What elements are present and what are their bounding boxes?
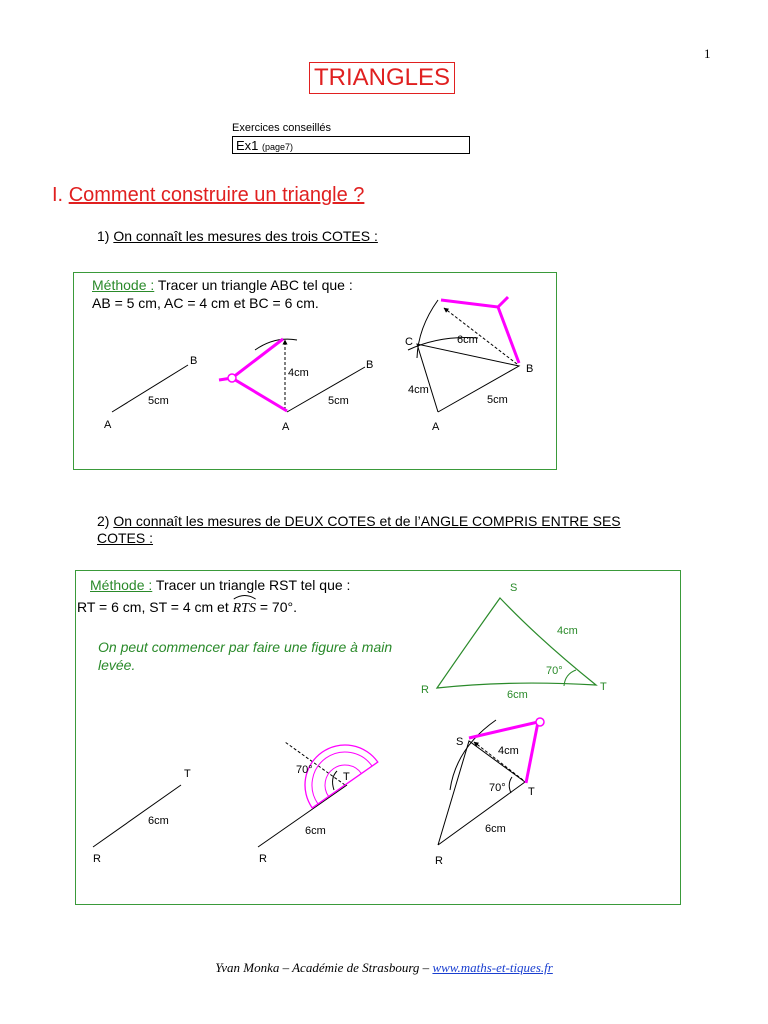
angle-name: RTS <box>232 601 256 616</box>
label-4cm-3-rst: 4cm <box>498 745 519 757</box>
label-6cm-3: 6cm <box>457 334 478 346</box>
figure-ab-segment <box>104 355 197 431</box>
label-4cm-3: 4cm <box>408 384 429 396</box>
exercise-item: Ex1 <box>236 138 259 153</box>
method-1-values: AB = 5 cm, AC = 4 cm et BC = 6 cm. <box>92 295 319 311</box>
figure-protractor <box>258 729 378 865</box>
method-1-instruction: Tracer un triangle ABC tel que : <box>157 277 353 293</box>
label-4cm-fh: 4cm <box>557 625 578 637</box>
freehand-triangle <box>437 598 596 688</box>
subsection-2-text: On connaît les mesures de DEUX COTES et de l’ANGLE COMPRIS ENTRE SES COTES : <box>97 513 621 546</box>
label-4cm-2: 4cm <box>288 367 309 379</box>
method-2-values-b: = 70°. <box>259 599 297 615</box>
freehand-hint: On peut commencer par faire une figure à main levée. <box>98 639 393 673</box>
exercise-note: (page7) <box>262 142 294 152</box>
label-a-1: A <box>104 419 112 431</box>
label-s-fh: S <box>510 582 518 594</box>
footer <box>0 960 768 976</box>
label-6cm-3-rst: 6cm <box>485 823 506 835</box>
label-b-1: B <box>190 355 198 367</box>
compass-hinge <box>228 374 236 382</box>
angle-arc-2 <box>333 771 337 790</box>
label-5cm-1: 5cm <box>148 395 169 407</box>
label-70-2: 70° <box>296 764 313 776</box>
figure-triangle-abc <box>405 297 533 433</box>
section-title: Comment construire un triangle ? <box>68 184 365 206</box>
figure-rt-segment <box>93 768 191 865</box>
label-t-2: T <box>343 771 350 783</box>
figure-compass-a <box>219 339 373 433</box>
label-t-1: T <box>184 768 191 780</box>
footer-link[interactable]: www.maths-et-tiques.fr <box>432 960 553 975</box>
subsection-2-number: 2) <box>97 513 110 529</box>
figure-freehand-rst <box>421 582 607 701</box>
label-t-3: T <box>528 786 535 798</box>
method-2-values-a: RT = 6 cm, ST = 4 cm et <box>77 599 229 615</box>
exercises-label: Exercices conseillés <box>232 122 332 134</box>
label-s-3: S <box>456 736 464 748</box>
label-5cm-3: 5cm <box>487 394 508 406</box>
footer-text: Yvan Monka – Académie de Strasbourg – <box>215 960 433 975</box>
label-r-1: R <box>93 853 101 865</box>
method-2-instruction: Tracer un triangle RST tel que : <box>155 577 351 593</box>
label-6cm-1: 6cm <box>148 815 169 827</box>
subsection-1-text: On connaît les mesures des trois COTES : <box>113 228 378 244</box>
compass-handle-2 <box>498 297 508 307</box>
label-6cm-fh: 6cm <box>507 689 528 701</box>
figure-triangle-rst <box>435 718 544 867</box>
angle-ray <box>285 742 345 785</box>
page-title: TRIANGLES <box>309 62 455 94</box>
label-r-fh: R <box>421 684 429 696</box>
compass-arms <box>232 339 287 411</box>
label-b-3: B <box>526 363 534 375</box>
compass-arms-2 <box>441 300 519 363</box>
page-number: 1 <box>704 46 711 61</box>
subsection-1-number: 1) <box>97 228 110 244</box>
segment-rt-2 <box>258 785 347 847</box>
method-1-label: Méthode : <box>92 277 155 293</box>
label-70-fh: 70° <box>546 665 563 677</box>
compass-hinge-3 <box>536 718 544 726</box>
label-70-3: 70° <box>489 782 506 794</box>
section-numeral: I. <box>52 184 64 206</box>
label-5cm-2: 5cm <box>328 395 349 407</box>
label-c-3: C <box>405 336 413 348</box>
label-b-2: B <box>366 359 374 371</box>
label-a-3: A <box>432 421 440 433</box>
label-r-3: R <box>435 855 443 867</box>
arc-from-a <box>417 300 438 358</box>
arc-4cm-rst <box>450 720 496 790</box>
label-a-2: A <box>282 421 290 433</box>
angle-arc-3 <box>509 777 512 793</box>
label-t-fh: T <box>600 681 607 693</box>
label-6cm-2: 6cm <box>305 825 326 837</box>
label-r-2: R <box>259 853 267 865</box>
method-2-label: Méthode : <box>90 577 153 593</box>
radius-6cm <box>444 308 517 364</box>
